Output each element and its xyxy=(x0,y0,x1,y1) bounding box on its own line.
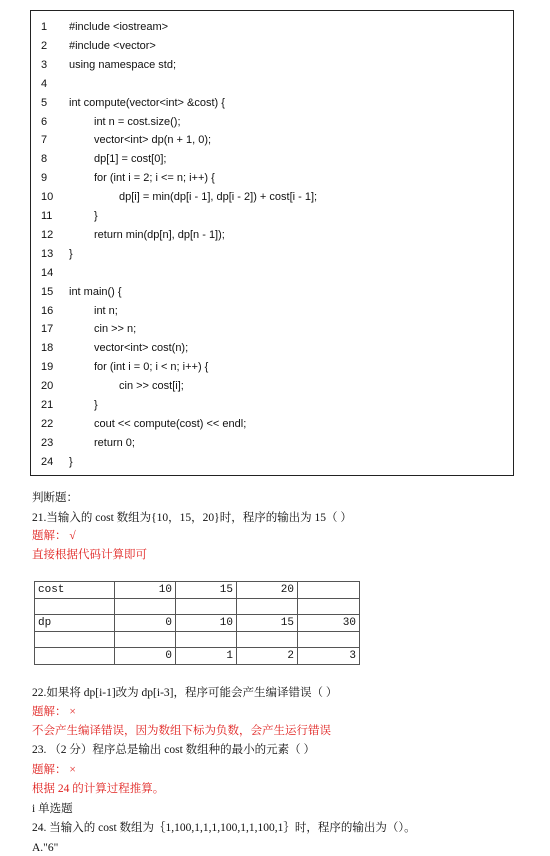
line-number: 2 xyxy=(41,39,48,52)
code-text: #include <iostream> xyxy=(69,21,169,33)
line-number: 7 xyxy=(41,134,48,147)
code-text: int main() { xyxy=(69,285,122,298)
code-text: } xyxy=(94,210,98,222)
code-text: for (int i = 2; i <= n; i++) { xyxy=(94,172,215,185)
line-number: 15 xyxy=(41,285,54,298)
table-cell xyxy=(115,631,176,648)
question-22: 22.如果将 dp[i-1]改为 dp[i-3]，程序可能会产生编译错误（ ） xyxy=(32,687,338,699)
code-listing xyxy=(30,10,514,476)
code-text: vector<int> cost(n); xyxy=(94,342,189,355)
table-cell xyxy=(115,598,176,615)
line-number: 12 xyxy=(41,228,54,241)
table-cell xyxy=(298,631,360,648)
line-number: 16 xyxy=(41,304,54,317)
table-cell xyxy=(35,598,115,615)
code-text: } xyxy=(69,455,73,468)
explanation-21: 直接根据代码计算即可 xyxy=(32,549,147,561)
table-cell: 1 xyxy=(176,648,237,665)
table-cell xyxy=(176,631,237,648)
table-cell: cost xyxy=(35,582,115,599)
table-row xyxy=(35,615,360,632)
answer-22: 题解： × xyxy=(32,706,76,718)
line-number: 22 xyxy=(41,417,54,430)
table-cell xyxy=(176,598,237,615)
table-cell xyxy=(298,582,360,599)
table-row xyxy=(35,631,360,648)
section-heading-single: i 单选题 xyxy=(32,803,73,815)
table-cell: 10 xyxy=(176,615,237,632)
table-cell: 15 xyxy=(176,582,237,599)
table-cell xyxy=(35,631,115,648)
code-text: cin >> n; xyxy=(94,323,137,336)
code-text: int compute(vector<int> &cost) { xyxy=(69,96,225,109)
table-cell: 30 xyxy=(298,615,360,632)
line-number: 10 xyxy=(41,191,54,204)
code-text: vector<int> dp(n + 1, 0); xyxy=(94,134,212,147)
question-21: 21.当输入的 cost 数组为{10，15，20}时，程序的输出为 15（ ） xyxy=(32,512,352,524)
table-cell: 0 xyxy=(115,615,176,632)
section-heading-judge: 判断题： xyxy=(32,492,78,504)
line-number: 17 xyxy=(41,323,54,336)
line-number: 19 xyxy=(41,361,54,374)
explanation-22: 不会产生编译错误，因为数组下标为负数，会产生运行错误 xyxy=(32,725,331,737)
table-cell: 20 xyxy=(237,582,298,599)
line-number: 4 xyxy=(41,77,48,90)
explanation-23: 根据 24 的计算过程推算。 xyxy=(32,783,165,795)
table-cell xyxy=(237,598,298,615)
code-text: return 0; xyxy=(94,436,135,449)
line-number: 24 xyxy=(41,455,54,468)
option-a: A."6" xyxy=(32,842,59,854)
question-24: 24. 当输入的 cost 数组为｛1,100,1,1,1,100,1,1,100,1｝时，程序的输出为（）。 xyxy=(32,822,416,834)
table-cell: 2 xyxy=(237,648,298,665)
line-number: 5 xyxy=(41,96,48,109)
table-cell: 3 xyxy=(298,648,360,665)
code-text: } xyxy=(94,399,98,411)
table-cell xyxy=(298,598,360,615)
code-text: return min(dp[n], dp[n - 1]); xyxy=(94,228,225,241)
code-text: cout << compute(cost) << endl; xyxy=(94,417,247,430)
code-text: #include <vector> xyxy=(69,39,156,52)
table-cell: 15 xyxy=(237,615,298,632)
answer-21: 题解： √ xyxy=(32,530,76,542)
code-text: dp[1] = cost[0]; xyxy=(94,153,167,166)
line-number: 3 xyxy=(41,58,48,71)
code-text: } xyxy=(69,247,73,260)
line-number: 6 xyxy=(41,115,48,128)
table-cell xyxy=(35,648,115,665)
code-text: int n; xyxy=(94,304,118,317)
table-cell: 0 xyxy=(115,648,176,665)
line-number: 1 xyxy=(41,21,48,33)
question-23: 23. （2 分）程序总是输出 cost 数组种的最小的元素（ ） xyxy=(32,744,316,756)
code-text: using namespace std; xyxy=(69,58,177,71)
table-row xyxy=(35,582,360,599)
line-number: 21 xyxy=(41,399,54,411)
line-number: 13 xyxy=(41,247,54,260)
line-number: 9 xyxy=(41,172,48,185)
line-number: 20 xyxy=(41,380,54,393)
line-number: 23 xyxy=(41,436,54,449)
line-number: 14 xyxy=(41,266,54,279)
table-cell: dp xyxy=(35,615,115,632)
dp-table xyxy=(34,581,360,665)
line-number: 11 xyxy=(41,210,53,222)
line-number: 8 xyxy=(41,153,48,166)
table-row xyxy=(35,598,360,615)
table-cell: 10 xyxy=(115,582,176,599)
code-text: int n = cost.size(); xyxy=(94,115,181,128)
code-text: for (int i = 0; i < n; i++) { xyxy=(94,361,209,374)
code-text: dp[i] = min(dp[i - 1], dp[i - 2]) + cost[i - 1]; xyxy=(119,191,318,204)
table-cell xyxy=(237,631,298,648)
code-text: cin >> cost[i]; xyxy=(119,380,184,393)
answer-23: 题解： × xyxy=(32,764,76,776)
line-number: 18 xyxy=(41,342,54,355)
table-row xyxy=(35,648,360,665)
